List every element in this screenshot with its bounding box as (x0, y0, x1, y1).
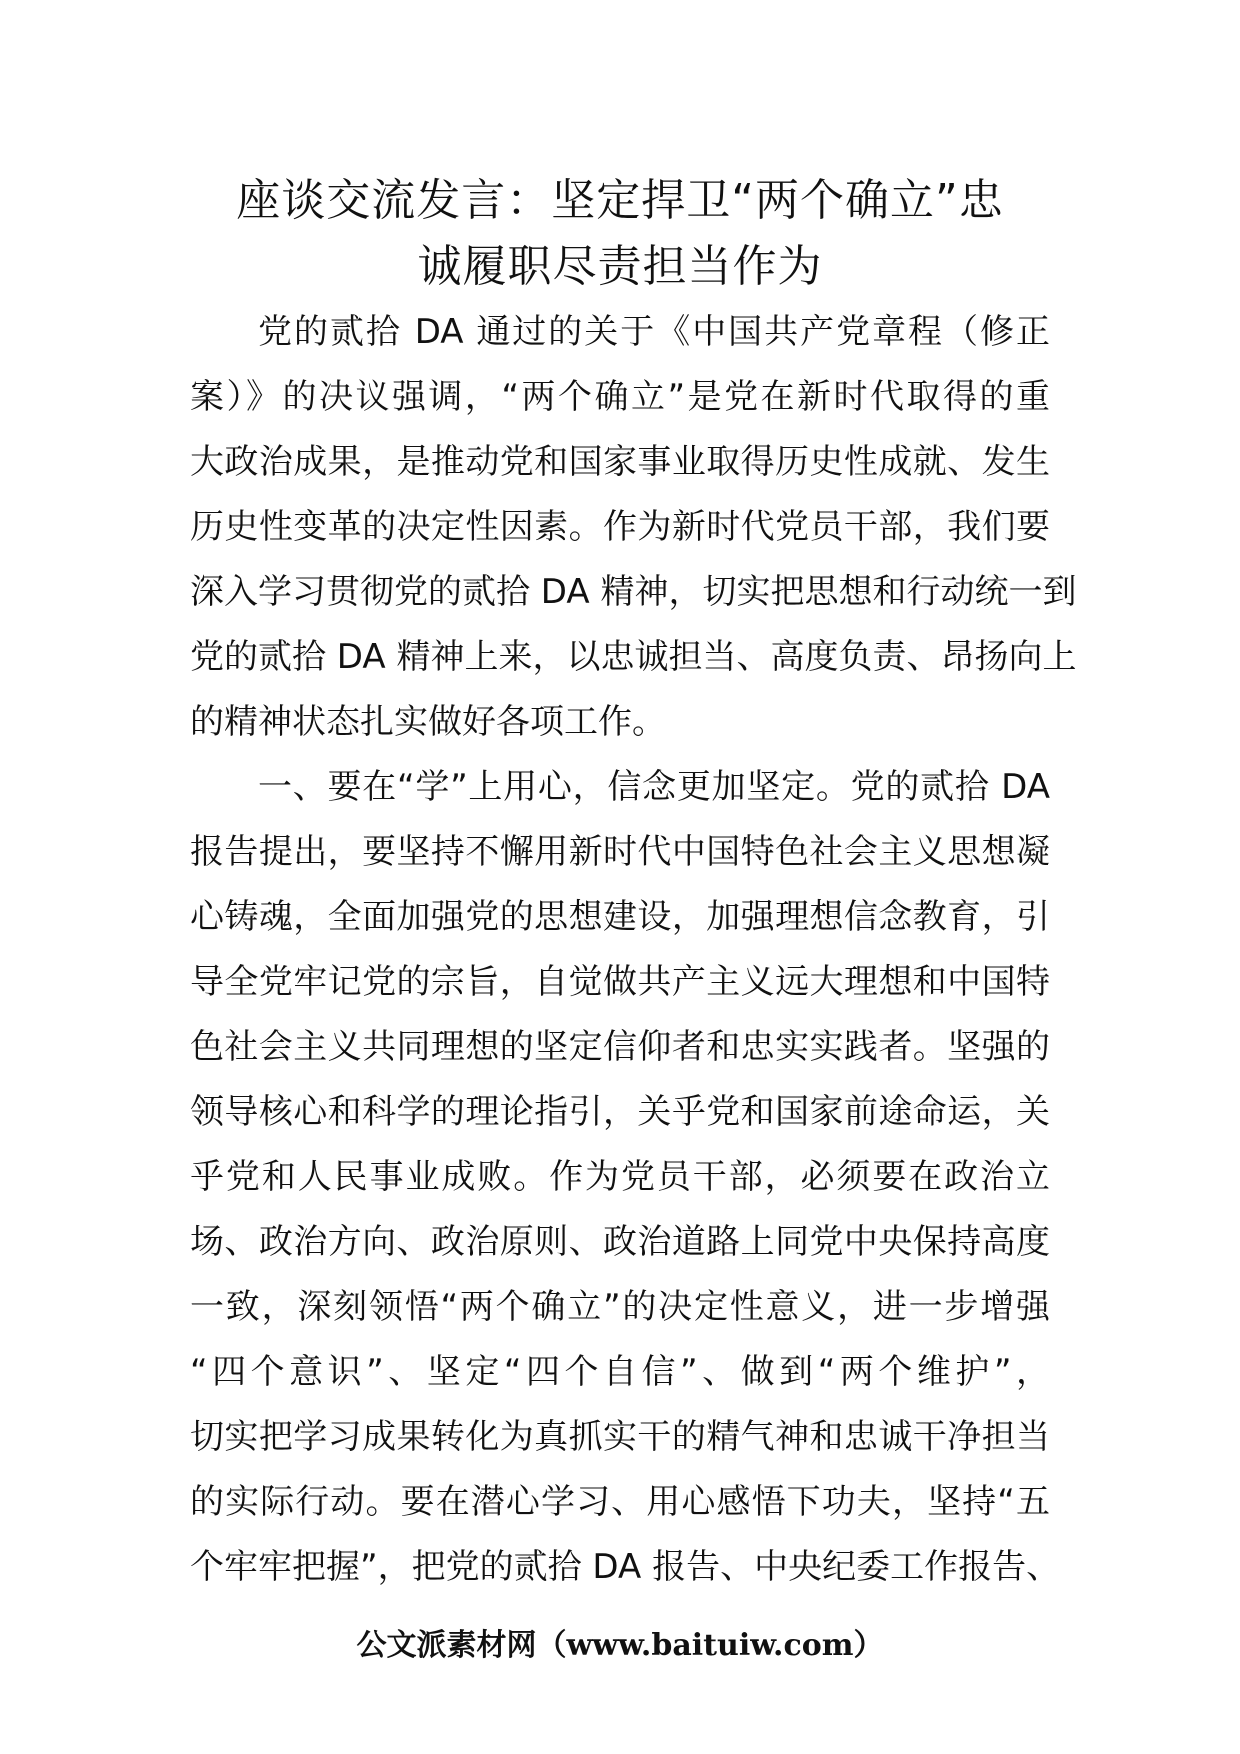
paragraph-line: 的精神状态扎实做好各项工作。 (190, 702, 666, 742)
paragraph-line: 历史性变革的决定性因素。作为新时代党员干部，我们要 (190, 507, 1050, 547)
paragraph-line: 党的贰拾 DA 精神上来，以忠诚担当、高度负责、昂扬向上 (190, 637, 1077, 677)
paragraph-1 (190, 300, 1077, 755)
paragraph-line: 领导核心和科学的理论指引，关乎党和国家前途命运，关 (190, 1092, 1050, 1132)
document-title (150, 168, 1090, 300)
paragraph-line: 大政治成果，是推动党和国家事业取得历史性成就、发生 (190, 442, 1050, 482)
paragraph-line: 报告提出，要坚持不懈用新时代中国特色社会主义思想凝 (190, 832, 1050, 872)
paragraph-2 (190, 755, 1061, 1600)
paragraph-line: 一致，深刻领悟“两个确立”的决定性意义，进一步增强 (190, 1287, 1050, 1327)
paragraph-line: 一、要在“学”上用心，信念更加坚定。党的贰拾 DA (258, 767, 1050, 807)
paragraph-line: 导全党牢记党的宗旨，自觉做共产主义远大理想和中国特 (190, 962, 1050, 1002)
paragraph-line: 案）》的决议强调，“两个确立”是党在新时代取得的重 (190, 377, 1050, 417)
title-line-2: 诚履职尽责担当作为 (417, 241, 823, 292)
paragraph-line: 个牢牢把握”，把党的贰拾 DA 报告、中央纪委工作报告、 (190, 1547, 1061, 1587)
paragraph-line: 的实际行动。要在潜心学习、用心感悟下功夫，坚持“五 (190, 1482, 1050, 1522)
document-body (190, 300, 1077, 1600)
paragraph-line: 心铸魂，全面加强党的思想建设，加强理想信念教育，引 (190, 897, 1050, 937)
footer-source: 公文派素材网（www.baituiw.com） (356, 1628, 884, 1663)
paragraph-line: 党的贰拾 DA 通过的关于《中国共产党章程（修正 (258, 312, 1050, 352)
paragraph-line: 切实把学习成果转化为真抓实干的精气神和忠诚干净担当 (190, 1417, 1050, 1457)
paragraph-line: 色社会主义共同理想的坚定信仰者和忠实实践者。坚强的 (190, 1027, 1050, 1067)
paragraph-line: “四个意识”、坚定“四个自信”、做到“两个维护”， (190, 1352, 1050, 1392)
paragraph-line: 场、政治方向、政治原则、政治道路上同党中央保持高度 (190, 1222, 1050, 1262)
paragraph-line: 深入学习贯彻党的贰拾 DA 精神，切实把思想和行动统一到 (190, 572, 1077, 612)
title-line-1: 座谈交流发言：坚定捍卫“两个确立”忠 (236, 175, 1004, 226)
paragraph-line: 乎党和人民事业成败。作为党员干部，必须要在政治立 (190, 1157, 1050, 1197)
